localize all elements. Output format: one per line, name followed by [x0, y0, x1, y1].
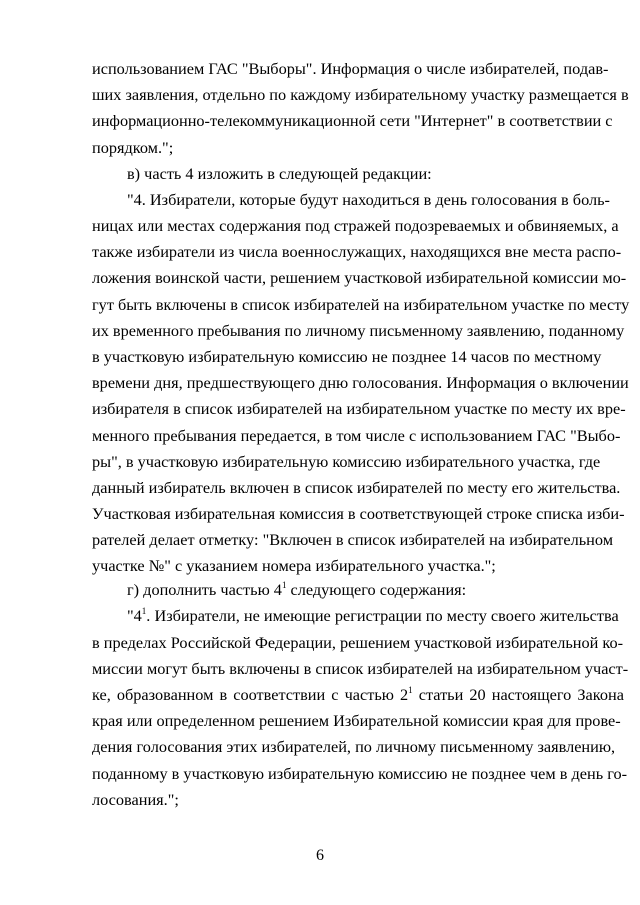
text-line: в) часть 4 изложить в следующей редакции:	[127, 164, 432, 183]
text-line: в участковую избирательную комиссию не позднее 14 часов по местному	[92, 347, 602, 366]
text-span: . Избиратели, не имеющие регистрации по месту своего жительства	[146, 606, 619, 625]
text-line: лосования.";	[92, 790, 179, 809]
text-line: "4. Избиратели, которые будут находиться в день голосования в боль-	[127, 190, 610, 209]
text-span: ке, образованном в соответствии с частью 2	[92, 685, 409, 704]
text-line: рателей делает отметку: "Включен в список избирателей на избирательном	[92, 530, 614, 549]
text-line: ших заявления, отдельно по каждому избирательному участку размещается в	[92, 85, 629, 104]
text-line: избирателя в список избирателей на избирательном участке по месту их вре-	[92, 399, 626, 418]
text-span: статьи 20 настоящего Закона	[412, 685, 624, 704]
text-line: поданному в участковую избирательную комиссию не позднее чем в день го-	[92, 764, 628, 783]
text-line: менного пребывания передается, в том числе с использованием ГАС "Выбо-	[92, 426, 621, 445]
superscript: 1	[141, 605, 147, 616]
text-line: времени дня, предшествующего дню голосования. Информация о включении	[92, 373, 629, 392]
text-line	[127, 605, 619, 626]
text-line: ницах или местах содержания под стражей подозреваемых и обвиняемых, а	[92, 216, 619, 235]
text-line: информационно-телекоммуникационной сети "Интернет" в соответствии с	[92, 111, 613, 130]
text-line: данный избиратель включен в список избирателей по месту его жительства.	[92, 478, 621, 497]
text-line: края или определенном решением Избирательной комиссии края для прове-	[92, 711, 621, 730]
text-line: гут быть включены в список избирателей на избирательном участке по месту	[92, 295, 630, 314]
text-line: ры", в участковую избирательную комиссию избирательного участка, где	[92, 452, 601, 471]
text-line: использованием ГАС "Выборы". Информация о числе избирателей, подав-	[92, 59, 609, 78]
text-line: дения голосования этих избирателей, по личному письменному заявлению,	[92, 737, 616, 756]
text-line: ложения воинской части, решением участковой избирательной комиссии мо-	[92, 268, 627, 287]
page-number: 6	[316, 847, 324, 864]
text-line: миссии могут быть включены в список избирателей на избирательном участ-	[92, 659, 629, 678]
text-span: г) дополнить частью 4	[127, 580, 282, 599]
text-line	[92, 684, 624, 705]
text-line: Участковая избирательная комиссия в соответствующей строке списка изби-	[92, 504, 625, 523]
text-line: участке №" с указанием номера избирательного участка.";	[92, 556, 496, 575]
superscript: 1	[281, 579, 287, 590]
superscript: 1	[408, 684, 413, 695]
text-line: в пределах Российской Федерации, решением участковой избирательной ко-	[92, 633, 624, 652]
text-line: порядком.";	[92, 138, 174, 157]
text-span: "4	[127, 606, 142, 625]
text-line: их временного пребывания по личному письменному заявлению, поданному	[92, 321, 625, 340]
text-line	[127, 580, 585, 600]
text-line: также избиратели из числа военнослужащих, находящихся вне места распо-	[92, 242, 622, 261]
text-span: следующего содержания:	[286, 580, 467, 599]
